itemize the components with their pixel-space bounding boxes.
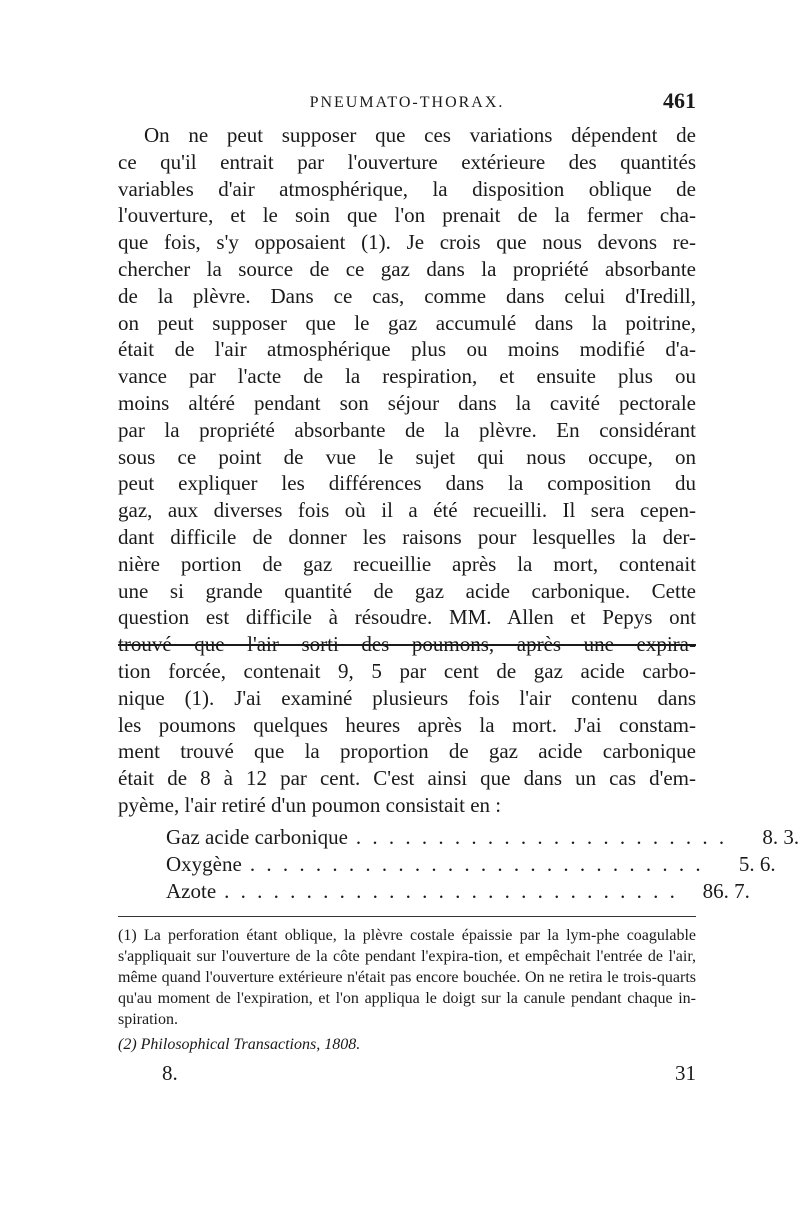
book-page bbox=[118, 88, 800, 1085]
body-line: nique (1). J'ai examiné plusieurs fois l'air contenu dans bbox=[118, 685, 696, 710]
dot-leader: . . . . . . . . . . . . . . . . . . . . . . . . . . . . bbox=[224, 878, 678, 903]
body-line: par la propriété absorbante de la plèvre. En considérant bbox=[118, 417, 696, 442]
gas-name: Oxygène bbox=[166, 851, 242, 876]
page-number: 461 bbox=[663, 88, 696, 113]
body-line: les poumons quelques heures après la mort. J'ai constam- bbox=[118, 712, 696, 737]
running-title: PNEUMATO-THORAX. bbox=[309, 94, 505, 111]
footnote: (1) La perforation étant oblique, la plèvre costale épaissie par la lym-phe coagulable s'appliquait sur l'ouverture de la côte pendant l'expira-tion, et empêchait l'entrée de l'air, même quand l'ouverture extérieure n'était pas encore bouchée. On ne retira le trois-quarts qu'au moment de l'expiration, et l'on appliqua le doigt sur la canule pendant chaque in-spiration. bbox=[118, 926, 696, 1028]
body-line: dant difficile de donner les raisons pour lesquelles la der- bbox=[118, 524, 696, 549]
body-line: était de 8 à 12 par cent. C'est ainsi que dans un cas d'em- bbox=[118, 766, 696, 791]
dot-leader: . . . . . . . . . . . . . . . . . . . . . . . . . . . . bbox=[249, 851, 704, 876]
body-text bbox=[118, 122, 696, 819]
body-line: on peut supposer que le gaz accumulé dans la poitrine, bbox=[118, 310, 696, 335]
footnote-divider bbox=[118, 916, 696, 917]
body-line: que fois, s'y opposaient (1). Je crois que nous devons re- bbox=[118, 230, 696, 255]
body-line: chercher la source de ce gaz dans la propriété absorbante bbox=[118, 256, 696, 281]
gas-value: 5. 6. bbox=[738, 851, 776, 876]
body-line: peut expliquer les différences dans la composition du bbox=[118, 471, 696, 496]
footnotes bbox=[118, 925, 696, 1055]
body-line: question est difficile à résoudre. MM. Allen et Pepys ont bbox=[118, 605, 696, 630]
body-line: On ne peut supposer que ces variations dépendent de bbox=[144, 123, 696, 147]
signature-mark-right: 31 bbox=[675, 1060, 696, 1085]
body-line: nière portion de gaz recueillie après la mort, contenait bbox=[118, 551, 696, 576]
signature-line bbox=[118, 1061, 696, 1086]
gas-name: Gaz acide carbonique bbox=[166, 824, 348, 849]
gas-value: 8. 3. bbox=[762, 824, 800, 849]
body-line: ment trouvé que la proportion de gaz acide carbonique bbox=[118, 739, 696, 764]
body-line-struck: trouvé que l'air sorti des poumons, après une expira- bbox=[118, 632, 696, 657]
signature-mark-left: 8. bbox=[162, 1060, 178, 1085]
body-line: de la plèvre. Dans ce cas, comme dans celui d'Iredill, bbox=[118, 283, 696, 308]
gas-name: Azote bbox=[166, 878, 217, 903]
body-line: ce qu'il entrait par l'ouverture extérieure des quantités bbox=[118, 149, 696, 174]
table-row bbox=[166, 878, 750, 906]
body-line: sous ce point de vue le sujet qui nous occupe, on bbox=[118, 444, 696, 469]
page-header bbox=[118, 88, 696, 122]
body-line: l'ouverture, et le soin que l'on prenait de la fermer cha- bbox=[118, 203, 696, 228]
table-row bbox=[166, 851, 776, 879]
footnote: (2) Philosophical Transactions, 1808. bbox=[118, 1035, 361, 1053]
body-line: moins altéré pendant son séjour dans la cavité pectorale bbox=[118, 390, 696, 415]
body-line: vance par l'acte de la respiration, et ensuite plus ou bbox=[118, 364, 696, 389]
dot-leader: . . . . . . . . . . . . . . . . . . . . . . . bbox=[355, 824, 728, 849]
body-line: pyème, l'air retiré d'un poumon consistait en : bbox=[118, 792, 502, 817]
table-row bbox=[166, 824, 800, 852]
gas-value: 86. 7. bbox=[702, 878, 750, 903]
body-line: gaz, aux diverses fois où il a été recueilli. Il sera cepen- bbox=[118, 498, 696, 523]
body-line: tion forcée, contenait 9, 5 par cent de gaz acide carbo- bbox=[118, 658, 696, 683]
body-line: était de l'air atmosphérique plus ou moins modifié d'a- bbox=[118, 337, 696, 362]
body-line: une si grande quantité de gaz acide carbonique. Cette bbox=[118, 578, 696, 603]
body-line: variables d'air atmosphérique, la disposition oblique de bbox=[118, 176, 696, 201]
gas-composition-table bbox=[166, 824, 800, 906]
